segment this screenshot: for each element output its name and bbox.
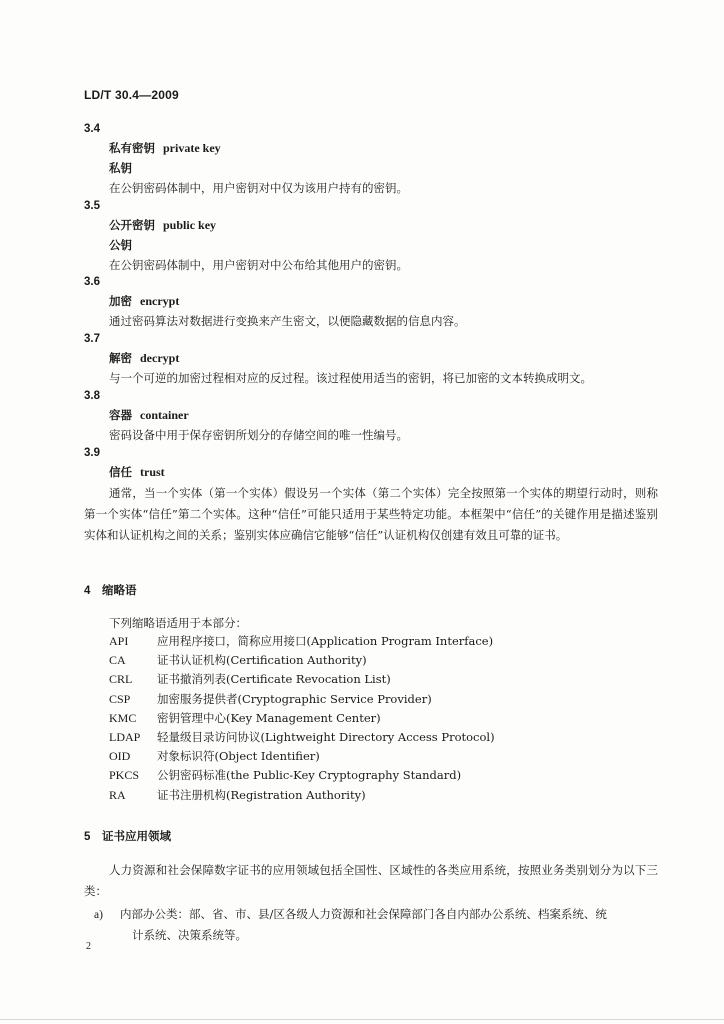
term-name xyxy=(109,138,674,158)
abbr-desc: 证书注册机构(Registration Authority) xyxy=(157,787,366,802)
term-3-5 xyxy=(84,197,674,275)
term-zh: 私有密钥 xyxy=(109,141,155,155)
abbreviation-row xyxy=(109,747,495,766)
abbr-desc: 证书撤消列表(Certificate Revocation List) xyxy=(157,672,391,687)
term-zh: 容器 xyxy=(109,408,132,422)
abbr-code: RA xyxy=(109,787,126,802)
term-definition: 与一个可逆的加密过程相对应的反过程。该过程使用适当的密钥，将已加密的文本转换成明文。 xyxy=(109,371,592,385)
abbr-code: PKCS xyxy=(109,768,140,783)
term-number: 3.8 xyxy=(84,390,100,402)
abbreviation-row xyxy=(109,766,495,785)
abbr-desc: 加密服务提供者(Cryptographic Service Provider) xyxy=(157,691,432,706)
abbreviation-row xyxy=(109,786,495,805)
list-marker: a) xyxy=(94,909,103,921)
page-number: 2 xyxy=(86,941,91,952)
term-name xyxy=(109,215,674,235)
abbr-code: CA xyxy=(109,653,126,668)
abbr-code: KMC xyxy=(109,710,137,725)
term-number: 3.6 xyxy=(84,276,100,288)
section-5-intro: 人力资源和社会保障数字证书的应用领域包括全国性、区域性的各类应用系统，按照业务类别划分为以下三类： xyxy=(84,863,658,898)
scan-edge-line xyxy=(0,1019,724,1020)
term-definition: 在公钥密码体制中，用户密钥对中公布给其他用户的密钥。 xyxy=(109,258,408,272)
list-item-continuation: 计系统、决策系统等。 xyxy=(132,928,247,942)
term-en: public key xyxy=(163,218,217,232)
abbr-desc: 证书认证机构(Certification Authority) xyxy=(157,653,367,668)
term-en: decrypt xyxy=(140,351,180,365)
abbr-code: CRL xyxy=(109,672,133,687)
abbreviation-row xyxy=(109,728,495,747)
abbr-code: API xyxy=(109,634,129,648)
abbreviation-list xyxy=(109,632,495,805)
term-number: 3.9 xyxy=(84,447,100,459)
term-number: 3.5 xyxy=(84,200,100,212)
term-name xyxy=(109,405,674,425)
section-number: 4 xyxy=(84,585,91,597)
term-en: trust xyxy=(140,465,165,479)
term-3-6 xyxy=(84,273,674,331)
section-title: 缩略语 xyxy=(102,583,137,597)
abbreviation-row xyxy=(109,709,495,728)
term-synonym: 私钥 xyxy=(109,161,132,175)
abbr-code: CSP xyxy=(109,691,131,706)
term-en: private key xyxy=(163,141,221,155)
abbreviation-row xyxy=(109,651,495,670)
section-5-heading xyxy=(84,826,171,846)
term-name xyxy=(109,462,674,482)
document-id-header: LD/T 30.4—2009 xyxy=(84,88,179,102)
term-en: encrypt xyxy=(140,294,180,308)
term-zh: 解密 xyxy=(109,351,132,365)
term-definition: 在公钥密码体制中，用户密钥对中仅为该用户持有的密钥。 xyxy=(109,181,408,195)
term-zh: 信任 xyxy=(109,465,132,479)
abbr-code: OID xyxy=(109,749,131,764)
section-4-heading xyxy=(84,580,137,600)
term-3-9 xyxy=(84,444,674,482)
abbreviation-row xyxy=(109,690,495,709)
section-number: 5 xyxy=(84,831,91,843)
abbr-desc: 应用程序接口，简称应用接口(Application Program Interface) xyxy=(157,634,494,648)
term-3-7 xyxy=(84,330,674,388)
abbr-code: LDAP xyxy=(109,729,141,744)
abbr-desc: 对象标识符(Object Identifier) xyxy=(157,749,320,764)
term-3-8 xyxy=(84,387,674,445)
term-number: 3.4 xyxy=(84,123,100,135)
abbr-desc: 轻量级目录访问协议(Lightweight Directory Access Protocol) xyxy=(157,729,495,744)
abbr-desc: 密钥管理中心(Key Management Center) xyxy=(157,710,381,725)
list-item-text: 内部办公类：部、省、市、县/区各级人力资源和社会保障部门各自内部办公系统、档案系统、统 xyxy=(120,907,607,921)
section-title: 证书应用领域 xyxy=(102,829,171,843)
term-definition-trust: 通常，当一个实体（第一个实体）假设另一个实体（第二个实体）完全按照第一个实体的期望行动时，则称第一个实体“信任”第二个实体。这种“信任”可能只适用于某些特定功能。本框架中“信任”的关键作用是描述鉴别实体和认证机构之间的关系；鉴别实体应确信它能够“信任”认证机构仅创建有效且可靠的证书。 xyxy=(84,486,658,542)
term-zh: 公开密钥 xyxy=(109,218,155,232)
term-definition: 通过密码算法对数据进行变换来产生密文，以便隐藏数据的信息内容。 xyxy=(109,314,466,328)
term-synonym: 公钥 xyxy=(109,238,132,252)
term-name xyxy=(109,291,674,311)
section-4-intro: 下列缩略语适用于本部分： xyxy=(109,616,247,630)
term-3-4 xyxy=(84,120,674,198)
term-en: container xyxy=(140,408,189,422)
abbr-desc: 公钥密码标准(the Public-Key Cryptography Standard) xyxy=(157,768,462,783)
abbreviation-row xyxy=(109,670,495,689)
term-definition: 密码设备中用于保存密钥所划分的存储空间的唯一性编号。 xyxy=(109,428,408,442)
term-number: 3.7 xyxy=(84,333,100,345)
list-item-a xyxy=(94,904,664,945)
term-name xyxy=(109,348,674,368)
term-zh: 加密 xyxy=(109,294,132,308)
abbreviation-row xyxy=(109,632,495,651)
